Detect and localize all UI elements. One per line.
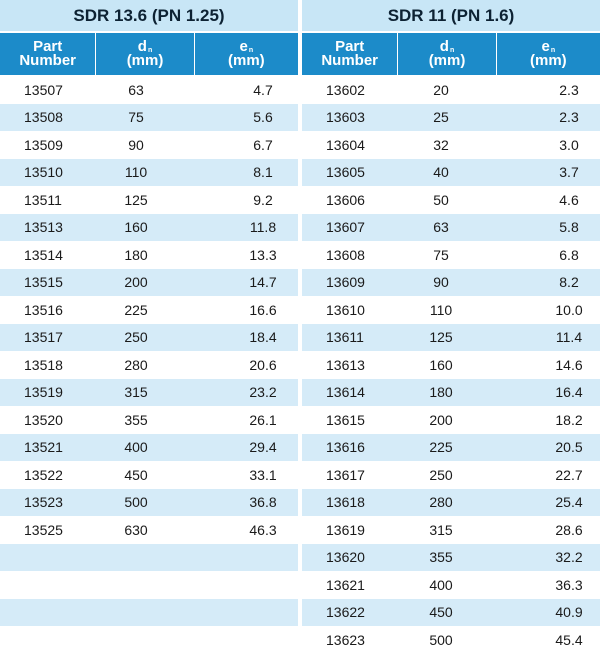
sdr-11-table <box>302 0 600 654</box>
part-number-cell: 13508 <box>24 109 63 126</box>
table-row <box>0 186 298 214</box>
wall-thickness-cell: 45.4 <box>555 631 583 648</box>
part-number-cell: 13608 <box>326 246 365 263</box>
part-number-cell: 13618 <box>326 494 365 511</box>
part-number-cell: 13520 <box>24 411 63 428</box>
table-row <box>302 434 600 462</box>
table-row <box>0 461 298 489</box>
wall-thickness-cell: 20.5 <box>555 439 583 456</box>
part-number-cell: 13603 <box>326 109 365 126</box>
table-row <box>302 104 600 132</box>
table-row <box>302 186 600 214</box>
part-number-cell: 13615 <box>326 411 365 428</box>
table-row <box>0 516 298 544</box>
part-number-cell: 13509 <box>24 136 63 153</box>
wall-thickness-cell: 8.2 <box>559 274 579 291</box>
table-row <box>302 489 600 517</box>
part-number-cell: 13614 <box>326 384 365 401</box>
wall-thickness-cell: 8.1 <box>253 164 273 181</box>
outer-diameter-cell: 200 <box>429 411 453 428</box>
wall-thickness-cell: 40.9 <box>555 604 583 621</box>
outer-diameter-cell: 125 <box>124 191 148 208</box>
part-number-cell: 13510 <box>24 164 63 181</box>
sdr-13-6-table <box>0 0 298 654</box>
table-row <box>302 131 600 159</box>
header-outer-diameter: d n (mm) <box>95 33 193 75</box>
outer-diameter-cell: 90 <box>128 136 144 153</box>
table-row <box>302 324 600 352</box>
table-row <box>0 104 298 132</box>
wall-thickness-cell: 28.6 <box>555 521 583 538</box>
header-wall-thickness: e n (mm) <box>194 33 298 75</box>
wall-thickness-cell: 11.8 <box>249 219 277 236</box>
part-number-cell: 13610 <box>326 301 365 318</box>
outer-diameter-cell: 110 <box>124 164 148 181</box>
wall-thickness-cell: 6.7 <box>253 136 273 153</box>
outer-diameter-cell: 630 <box>124 521 148 538</box>
outer-diameter-cell: 200 <box>124 274 148 291</box>
wall-thickness-cell: 23.2 <box>249 384 277 401</box>
wall-thickness-cell: 2.3 <box>559 81 579 98</box>
wall-thickness-cell: 4.6 <box>559 191 579 208</box>
wall-thickness-cell: 18.2 <box>555 411 583 428</box>
wall-thickness-cell: 6.8 <box>559 246 579 263</box>
outer-diameter-cell: 315 <box>429 521 453 538</box>
part-number-cell: 13605 <box>326 164 365 181</box>
wall-thickness-cell: 16.4 <box>555 384 583 401</box>
table-row <box>0 324 298 352</box>
header-outer-diameter: d n (mm) <box>397 33 495 75</box>
outer-diameter-cell: 180 <box>429 384 453 401</box>
part-number-cell: 13623 <box>326 631 365 648</box>
wall-thickness-cell: 20.6 <box>249 356 277 373</box>
part-number-cell: 13525 <box>24 521 63 538</box>
part-number-cell: 13619 <box>326 521 365 538</box>
outer-diameter-cell: 225 <box>124 301 148 318</box>
part-number-cell: 13519 <box>24 384 63 401</box>
table-row <box>0 131 298 159</box>
wall-thickness-cell: 25.4 <box>555 494 583 511</box>
wall-thickness-cell: 4.7 <box>253 81 273 98</box>
wall-thickness-cell: 11.4 <box>555 329 583 346</box>
table-row <box>302 516 600 544</box>
part-number-cell: 13622 <box>326 604 365 621</box>
wall-thickness-cell: 22.7 <box>555 466 583 483</box>
part-number-cell: 13507 <box>24 81 63 98</box>
part-number-cell: 13602 <box>326 81 365 98</box>
table-row <box>302 296 600 324</box>
wall-thickness-cell: 3.0 <box>559 136 579 153</box>
table-row <box>0 296 298 324</box>
table-row <box>0 76 298 104</box>
header-part-number: Part Number <box>19 38 77 69</box>
table-body <box>0 76 298 654</box>
outer-diameter-cell: 450 <box>429 604 453 621</box>
outer-diameter-cell: 250 <box>429 466 453 483</box>
outer-diameter-cell: 63 <box>433 219 449 236</box>
table-row <box>302 269 600 297</box>
table-row <box>0 379 298 407</box>
outer-diameter-cell: 32 <box>433 136 449 153</box>
outer-diameter-cell: 20 <box>433 81 449 98</box>
outer-diameter-cell: 400 <box>124 439 148 456</box>
outer-diameter-cell: 315 <box>124 384 148 401</box>
part-number-cell: 13613 <box>326 356 365 373</box>
part-number-cell: 13513 <box>24 219 63 236</box>
table-row <box>302 241 600 269</box>
wall-thickness-cell: 46.3 <box>249 521 277 538</box>
part-number-cell: 13617 <box>326 466 365 483</box>
part-number-cell: 13604 <box>326 136 365 153</box>
wall-thickness-cell: 32.2 <box>555 549 583 566</box>
table-row <box>0 406 298 434</box>
part-number-cell: 13514 <box>24 246 63 263</box>
outer-diameter-cell: 225 <box>429 439 453 456</box>
wall-thickness-cell: 14.7 <box>249 274 277 291</box>
part-number-cell: 13516 <box>24 301 63 318</box>
outer-diameter-cell: 280 <box>124 356 148 373</box>
part-number-cell: 13523 <box>24 494 63 511</box>
table-title: SDR 13.6 (PN 1.25) <box>0 0 298 33</box>
table-title: SDR 11 (PN 1.6) <box>302 0 600 33</box>
table-row <box>0 159 298 187</box>
outer-diameter-cell: 500 <box>429 631 453 648</box>
part-number-cell: 13515 <box>24 274 63 291</box>
outer-diameter-cell: 50 <box>433 191 449 208</box>
outer-diameter-cell: 500 <box>124 494 148 511</box>
part-number-cell: 13518 <box>24 356 63 373</box>
outer-diameter-cell: 75 <box>128 109 144 126</box>
wall-thickness-cell: 10.0 <box>555 301 583 318</box>
part-number-cell: 13611 <box>326 329 364 346</box>
wall-thickness-cell: 2.3 <box>559 109 579 126</box>
wall-thickness-cell: 26.1 <box>249 411 277 428</box>
outer-diameter-cell: 25 <box>433 109 449 126</box>
wall-thickness-cell: 36.8 <box>249 494 277 511</box>
table-row <box>302 214 600 242</box>
wall-thickness-cell: 33.1 <box>249 466 277 483</box>
wall-thickness-cell: 16.6 <box>249 301 277 318</box>
outer-diameter-cell: 250 <box>124 329 148 346</box>
table-row <box>302 351 600 379</box>
part-number-cell: 13609 <box>326 274 365 291</box>
part-number-cell: 13620 <box>326 549 365 566</box>
table-row <box>302 626 600 654</box>
wall-thickness-cell: 5.8 <box>559 219 579 236</box>
table-row <box>302 571 600 599</box>
outer-diameter-cell: 75 <box>433 246 449 263</box>
outer-diameter-cell: 180 <box>124 246 148 263</box>
table-row <box>0 269 298 297</box>
outer-diameter-cell: 40 <box>433 164 449 181</box>
empty-row <box>0 544 298 572</box>
table-row <box>302 461 600 489</box>
part-number-cell: 13522 <box>24 466 63 483</box>
wall-thickness-cell: 29.4 <box>249 439 277 456</box>
table-header <box>302 33 600 76</box>
table-row <box>0 351 298 379</box>
part-number-cell: 13607 <box>326 219 365 236</box>
table-row <box>302 76 600 104</box>
outer-diameter-cell: 160 <box>124 219 148 236</box>
header-wall-thickness: e n (mm) <box>496 33 600 75</box>
wall-thickness-cell: 13.3 <box>249 246 277 263</box>
table-row <box>302 379 600 407</box>
part-number-cell: 13606 <box>326 191 365 208</box>
empty-row <box>0 599 298 627</box>
wall-thickness-cell: 36.3 <box>555 576 583 593</box>
outer-diameter-cell: 110 <box>429 301 453 318</box>
outer-diameter-cell: 63 <box>128 81 144 98</box>
outer-diameter-cell: 160 <box>429 356 453 373</box>
wall-thickness-cell: 3.7 <box>559 164 579 181</box>
table-row <box>302 599 600 627</box>
outer-diameter-cell: 125 <box>429 329 453 346</box>
part-number-cell: 13517 <box>24 329 63 346</box>
wall-thickness-cell: 14.6 <box>555 356 583 373</box>
part-number-cell: 13621 <box>326 576 365 593</box>
part-number-cell: 13511 <box>24 191 62 208</box>
table-body <box>302 76 600 654</box>
part-number-cell: 13616 <box>326 439 365 456</box>
outer-diameter-cell: 450 <box>124 466 148 483</box>
outer-diameter-cell: 355 <box>429 549 453 566</box>
table-row <box>302 159 600 187</box>
table-row <box>302 544 600 572</box>
table-row <box>302 406 600 434</box>
table-row <box>0 434 298 462</box>
empty-row <box>0 571 298 599</box>
outer-diameter-cell: 280 <box>429 494 453 511</box>
empty-row <box>0 626 298 654</box>
part-number-cell: 13521 <box>24 439 63 456</box>
table-header <box>0 33 298 76</box>
table-row <box>0 241 298 269</box>
wall-thickness-cell: 5.6 <box>253 109 273 126</box>
wall-thickness-cell: 18.4 <box>249 329 277 346</box>
outer-diameter-cell: 400 <box>429 576 453 593</box>
outer-diameter-cell: 90 <box>433 274 449 291</box>
header-part-number: Part Number <box>321 38 379 69</box>
outer-diameter-cell: 355 <box>124 411 148 428</box>
wall-thickness-cell: 9.2 <box>253 191 273 208</box>
table-row <box>0 214 298 242</box>
table-row <box>0 489 298 517</box>
